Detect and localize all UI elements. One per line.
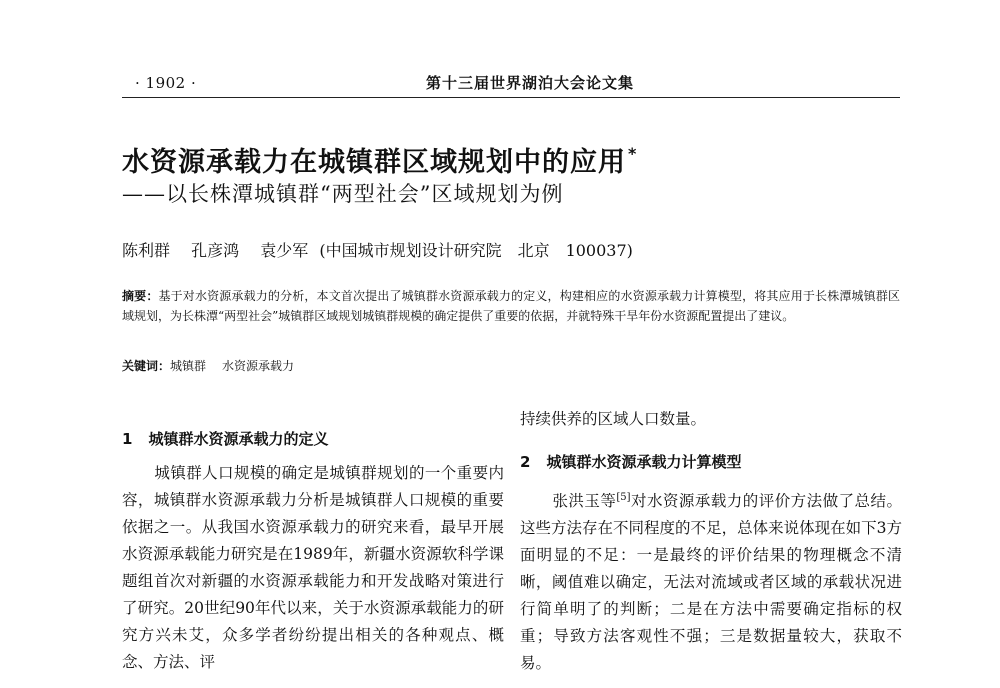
- author-name: 袁少军: [260, 241, 309, 260]
- section-number: 1: [122, 430, 133, 448]
- header-rule: [122, 97, 900, 98]
- keyword: 水资源承载力: [222, 359, 295, 373]
- paper-title: [122, 140, 637, 179]
- carryover-paragraph: 持续供养的区域人口数量。: [520, 410, 707, 428]
- abstract-text: 基于对水资源承载力的分析，本文首次提出了城镇群水资源承载力的定义，构建相应的水资源承载力计算模型，将其应用于长株潭城镇群区域规划，为长株潭“两型社会”城镇群区域规划城镇群规模的确定提供了重要的依据，并就特殊干旱年份水资源配置提出了建议。: [122, 289, 900, 323]
- body-paragraph-text: 张洪玉等: [552, 492, 617, 510]
- author-line: [122, 238, 633, 261]
- body-paragraph: [520, 484, 902, 677]
- author-affiliation: (中国城市规划设计研究院 北京 100037): [319, 241, 633, 260]
- section-heading-2: [520, 451, 741, 472]
- body-paragraph: [122, 460, 504, 676]
- section-number: 2: [520, 453, 531, 471]
- body-paragraph-text: 城镇群人口规模的确定是城镇群规划的一个重要内容，城镇群水资源承载力分析是城镇群人口规模的重要依据之一。从我国水资源承载力的研究来看，最早开展水资源承载能力研究是在1989年，新疆水资源软科学课题组首次对新疆的水资源承载能力和开发战略对策进行了研究。20世纪90年代以来，关于水资源承载能力的研究方兴未艾，众多学者纷纷提出相关的各种观点、概念、方法、评: [122, 464, 504, 671]
- abstract-label: 摘要：: [122, 289, 159, 303]
- paper-title-text: 水资源承载力在城镇群区域规划中的应用: [122, 147, 626, 178]
- citation-ref[interactable]: [5]: [616, 492, 631, 503]
- section-title: 城镇群水资源承载力的定义: [148, 430, 329, 448]
- author-name: 陈利群: [122, 241, 171, 260]
- author-name: 孔彦鸿: [191, 241, 240, 260]
- section-heading-1: [122, 428, 328, 449]
- keyword: 城镇群: [170, 359, 207, 373]
- keywords: [122, 357, 310, 374]
- abstract: [122, 286, 900, 326]
- section-title: 城镇群水资源承载力计算模型: [546, 453, 742, 471]
- keywords-label: 关键词：: [122, 359, 171, 373]
- journal-name: 第十三届世界湖泊大会论文集: [425, 74, 634, 92]
- body-paragraph-text: 对水资源承载力的评价方法做了总结。这些方法存在不同程度的不足，总体来说体现在如下3方面明显的不足：一是最终的评价结果的物理概念不清晰，阈值难以确定，无法对流域或者区域的承载状况进行简单明了的判断；二是在方法中需要确定指标的权重；导致方法客观性不强；三是数据量较大，获取不易。: [520, 492, 902, 672]
- paper-subtitle: ——以长株潭城镇群“两型社会”区域规划为例: [122, 182, 564, 206]
- page-number: · 1902 ·: [135, 74, 197, 92]
- title-footnote-mark: *: [628, 144, 638, 163]
